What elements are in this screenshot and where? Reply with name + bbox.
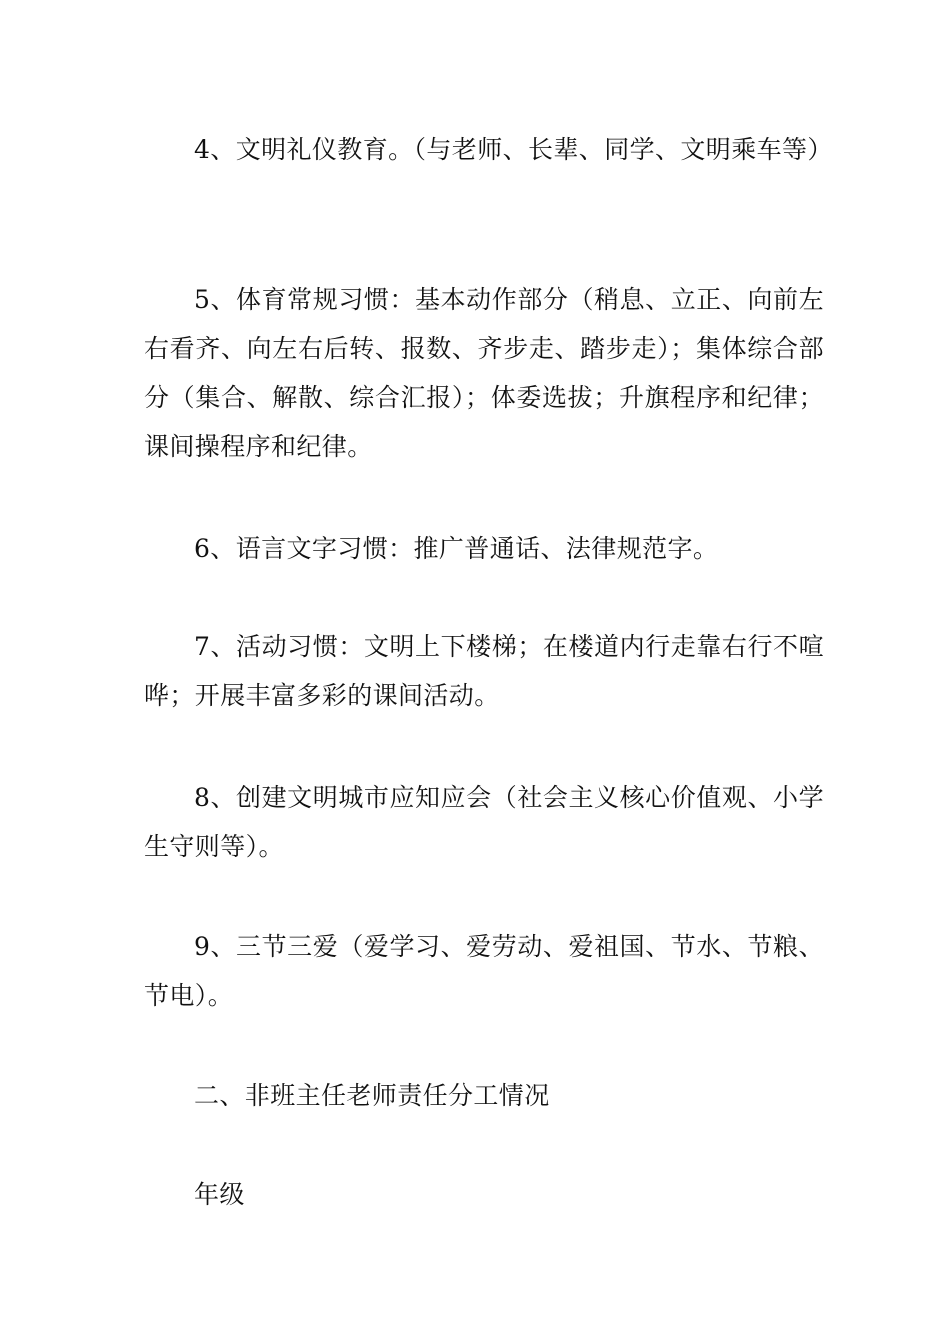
paragraph-8-civilized-city: 8、创建文明城市应知应会（社会主义核心价值观、小学生守则等）。 — [144, 783, 824, 861]
paragraph-4-etiquette-education: 4、文明礼仪教育。（与老师、长辈、同学、文明乘车等） — [194, 135, 833, 164]
paragraph-5-sports-habits: 5、体育常规习惯：基本动作部分（稍息、立正、向前左右看齐、向左右后转、报数、齐步走、踏步走）；集体综合部分（集合、解散、综合汇报）；体委选拔；升旗程序和纪律；课间操程序和纪律。 — [144, 285, 824, 461]
paragraph-6-language-habits: 6、语言文字习惯：推广普通话、法律规范字。 — [194, 534, 719, 563]
section-heading-teacher-duties: 二、非班主任老师责任分工情况 — [194, 1081, 550, 1110]
paragraph-7-activity-habits: 7、活动习惯：文明上下楼梯；在楼道内行走靠右行不喧哗；开展丰富多彩的课间活动。 — [144, 632, 824, 710]
paragraph-9-three-savings: 9、三节三爱（爱学习、爱劳动、爱祖国、节水、节粮、节电）。 — [144, 932, 824, 1010]
paragraph-grade-label: 年级 — [194, 1180, 245, 1209]
